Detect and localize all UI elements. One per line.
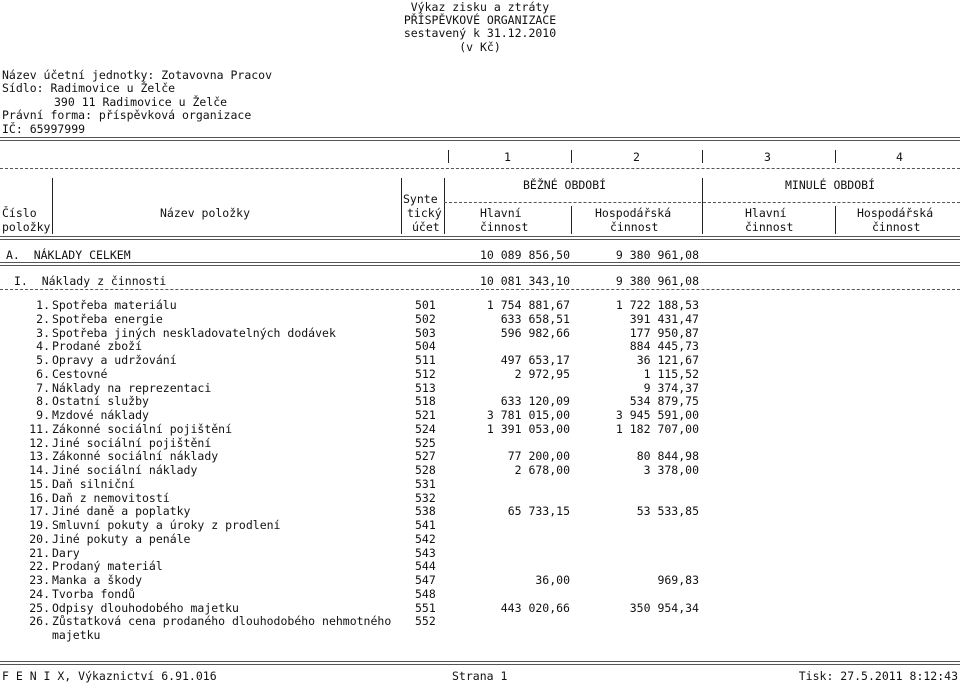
table-row <box>0 546 960 560</box>
double-rule <box>0 661 960 665</box>
item-name: Manka a škody <box>52 573 143 587</box>
item-name: Spotřeba jiných neskladovatelných dodávek <box>52 326 336 340</box>
item-number: 3. <box>36 326 50 340</box>
operating-costs-label: I. Náklady z činnosti <box>14 274 167 288</box>
total-costs-main: 10 089 856,50 <box>479 248 570 262</box>
column-number-3: 3 <box>764 150 771 164</box>
item-number: 23. <box>29 573 50 587</box>
item-number: 16. <box>29 491 50 505</box>
single-rule <box>444 202 960 203</box>
table-row <box>0 504 960 518</box>
item-number: 12. <box>29 436 50 450</box>
item-number: 22. <box>29 559 50 573</box>
item-account: 531 <box>415 477 436 491</box>
item-number: 6. <box>36 367 50 381</box>
item-account: 542 <box>415 532 436 546</box>
double-rule <box>0 262 960 266</box>
item-account: 543 <box>415 546 436 560</box>
item-main-activity: 1 391 053,00 <box>486 422 570 436</box>
item-economic-activity: 36 121,67 <box>636 353 699 367</box>
item-economic-activity: 534 879,75 <box>629 394 699 408</box>
item-number: 24. <box>29 587 50 601</box>
table-row <box>0 587 960 601</box>
table-row <box>0 408 960 422</box>
item-account: 513 <box>415 381 436 395</box>
item-name: Zákonné sociální náklady <box>52 449 219 463</box>
column-number-1: 1 <box>504 150 511 164</box>
column-number-4: 4 <box>896 150 903 164</box>
item-account: 502 <box>415 312 436 326</box>
item-economic-activity: 53 533,85 <box>636 504 699 518</box>
entity-seat: Sídlo: Radimovice u Želče <box>2 81 176 95</box>
table-row <box>0 532 960 546</box>
item-account: 538 <box>415 504 436 518</box>
item-main-activity: 497 653,17 <box>500 353 570 367</box>
table-row <box>0 326 960 340</box>
table-row <box>0 353 960 367</box>
item-economic-activity: 391 431,47 <box>629 312 699 326</box>
item-economic-activity: 1 722 188,53 <box>615 298 699 312</box>
item-number: 20. <box>29 532 50 546</box>
double-rule <box>0 137 960 141</box>
item-main-activity: 596 982,66 <box>500 326 570 340</box>
item-name: Mzdové náklady <box>52 408 149 422</box>
item-number: 14. <box>29 463 50 477</box>
total-costs-label: A. NÁKLADY CELKEM <box>6 248 131 262</box>
entity-ic: IČ: 65997999 <box>2 122 86 136</box>
item-account: 527 <box>415 449 436 463</box>
item-name: Zůstatková cena prodaného dlouhodobého nehmotného <box>52 614 392 628</box>
item-name: Spotřeba energie <box>52 312 163 326</box>
column-separator <box>571 206 572 234</box>
item-name: Opravy a udržování <box>52 353 177 367</box>
item-number: 19. <box>29 518 50 532</box>
column-separator <box>835 206 836 234</box>
ticky-label: tický <box>407 206 442 220</box>
report-currency: (v Kč) <box>459 40 501 54</box>
item-account: 524 <box>415 422 436 436</box>
item-name: Jiné pokuty a penále <box>52 532 191 546</box>
cislo-label: Číslo <box>2 206 37 220</box>
table-row <box>0 614 960 628</box>
cinnost-label-econ: činnost <box>610 220 659 234</box>
item-name: Zákonné sociální pojištění <box>52 422 233 436</box>
column-separator <box>702 150 703 163</box>
current-period-heading: BĚŽNÉ OBDOBÍ <box>523 178 607 192</box>
item-account: 521 <box>415 408 436 422</box>
table-row <box>0 312 960 326</box>
item-economic-activity: 9 374,37 <box>643 381 699 395</box>
table-row <box>0 491 960 505</box>
item-name: Smluvní pokuty a úroky z prodlení <box>52 518 281 532</box>
footer-page: Strana 1 <box>452 669 508 683</box>
item-economic-activity: 3 378,00 <box>643 463 699 477</box>
footer-software: F E N I X, Výkaznictví 6.91.016 <box>2 669 217 683</box>
item-main-activity: 36,00 <box>535 573 570 587</box>
table-row <box>0 436 960 450</box>
item-name: Daň silniční <box>52 477 136 491</box>
item-account: 512 <box>415 367 436 381</box>
item-account: 511 <box>415 353 436 367</box>
column-separator <box>401 178 402 234</box>
item-number: 26. <box>29 614 50 628</box>
double-rule <box>0 236 960 240</box>
hospodarska-label: Hospodářská <box>595 206 672 220</box>
item-economic-activity: 350 954,34 <box>629 601 699 615</box>
table-row <box>0 339 960 353</box>
item-number: 13. <box>29 449 50 463</box>
polozky-label: položky <box>2 220 51 234</box>
item-number: 11. <box>29 422 50 436</box>
item-name: Náklady na reprezentaci <box>52 381 212 395</box>
item-number: 9. <box>36 408 50 422</box>
item-main-activity: 2 972,95 <box>514 367 570 381</box>
item-name: Ostatní služby <box>52 394 149 408</box>
item-account: 541 <box>415 518 436 532</box>
item-main-activity: 2 678,00 <box>514 463 570 477</box>
item-number: 8. <box>36 394 50 408</box>
item-account: 552 <box>415 614 436 628</box>
item-account: 547 <box>415 573 436 587</box>
item-number: 21. <box>29 546 50 560</box>
item-account: 551 <box>415 601 436 615</box>
item-main-activity: 633 658,51 <box>500 312 570 326</box>
item-economic-activity: 80 844,98 <box>636 449 699 463</box>
table-row <box>0 422 960 436</box>
hlavni-label-prev: Hlavní <box>745 206 787 220</box>
item-main-activity: 1 754 881,67 <box>486 298 570 312</box>
item-name: Daň z nemovitostí <box>52 491 170 505</box>
table-row <box>0 518 960 532</box>
column-separator <box>702 178 703 234</box>
row-26-continuation: majetku <box>52 628 101 642</box>
single-rule <box>0 168 960 169</box>
table-row <box>0 573 960 587</box>
table-row <box>0 298 960 312</box>
item-name: Cestovné <box>52 367 108 381</box>
table-row <box>0 559 960 573</box>
report-date: sestavený k 31.12.2010 <box>403 26 557 40</box>
total-costs-econ: 9 380 961,08 <box>615 248 699 262</box>
item-number: 2. <box>36 312 50 326</box>
item-economic-activity: 884 445,73 <box>629 339 699 353</box>
cinnost-label-prev-econ: činnost <box>872 220 921 234</box>
item-account: 528 <box>415 463 436 477</box>
entity-legal-form: Právní forma: příspěvková organizace <box>2 108 252 122</box>
table-row <box>0 601 960 615</box>
previous-period-heading: MINULÉ OBDOBÍ <box>785 178 876 192</box>
item-number: 15. <box>29 477 50 491</box>
column-number-2: 2 <box>633 150 640 164</box>
item-name: Jiné daně a poplatky <box>52 504 191 518</box>
item-account: 504 <box>415 339 436 353</box>
item-account: 548 <box>415 587 436 601</box>
cinnost-label: činnost <box>480 220 529 234</box>
column-separator <box>448 150 449 163</box>
item-name: Jiné sociální náklady <box>52 463 198 477</box>
item-main-activity: 443 020,66 <box>500 601 570 615</box>
item-economic-activity: 969,83 <box>657 573 699 587</box>
hlavni-label: Hlavní <box>480 206 522 220</box>
item-account: 503 <box>415 326 436 340</box>
item-account: 518 <box>415 394 436 408</box>
item-account: 501 <box>415 298 436 312</box>
item-economic-activity: 1 115,52 <box>643 367 699 381</box>
item-name: Odpisy dlouhodobého majetku <box>52 601 239 615</box>
operating-costs-main: 10 081 343,10 <box>479 274 570 288</box>
nazev-label: Název položky <box>160 206 251 220</box>
item-number: 7. <box>36 381 50 395</box>
item-name: Prodané zboží <box>52 339 143 353</box>
item-account: 544 <box>415 559 436 573</box>
entity-name: Název účetní jednotky: Zotavovna Pracov <box>2 68 273 82</box>
table-row <box>0 477 960 491</box>
synte-label: Synte <box>403 192 438 206</box>
item-economic-activity: 177 950,87 <box>629 326 699 340</box>
item-number: 17. <box>29 504 50 518</box>
table-row <box>0 449 960 463</box>
report-title: Výkaz zisku a ztráty <box>410 0 550 14</box>
item-account: 525 <box>415 436 436 450</box>
column-separator <box>571 150 572 163</box>
item-main-activity: 633 120,09 <box>500 394 570 408</box>
footer-print-time: Tisk: 27.5.2011 8:12:43 <box>798 669 958 683</box>
item-account: 532 <box>415 491 436 505</box>
column-separator <box>444 178 445 234</box>
report-subtitle: PŘÍSPĚVKOVÉ ORGANIZACE <box>403 13 557 27</box>
item-main-activity: 77 200,00 <box>507 449 570 463</box>
item-name: Spotřeba materiálu <box>52 298 177 312</box>
hospodarska-label-prev: Hospodářská <box>857 206 934 220</box>
ucet-label: účet <box>412 220 440 234</box>
item-number: 25. <box>29 601 50 615</box>
operating-costs-econ: 9 380 961,08 <box>615 274 699 288</box>
cinnost-label-prev: činnost <box>745 220 794 234</box>
table-row <box>0 367 960 381</box>
table-row <box>0 463 960 477</box>
item-main-activity: 3 781 015,00 <box>486 408 570 422</box>
column-separator <box>835 150 836 163</box>
item-economic-activity: 1 182 707,00 <box>615 422 699 436</box>
table-row <box>0 394 960 408</box>
item-name: Tvorba fondů <box>52 587 136 601</box>
item-number: 5. <box>36 353 50 367</box>
table-row <box>0 381 960 395</box>
column-separator <box>52 178 53 234</box>
item-number: 4. <box>36 339 50 353</box>
item-name: Prodaný materiál <box>52 559 163 573</box>
item-economic-activity: 3 945 591,00 <box>615 408 699 422</box>
item-name: Jiné sociální pojištění <box>52 436 212 450</box>
item-name: Dary <box>52 546 80 560</box>
item-main-activity: 65 733,15 <box>507 504 570 518</box>
single-rule <box>0 289 960 290</box>
entity-address: 390 11 Radimovice u Želče <box>54 95 228 109</box>
item-number: 1. <box>36 298 50 312</box>
